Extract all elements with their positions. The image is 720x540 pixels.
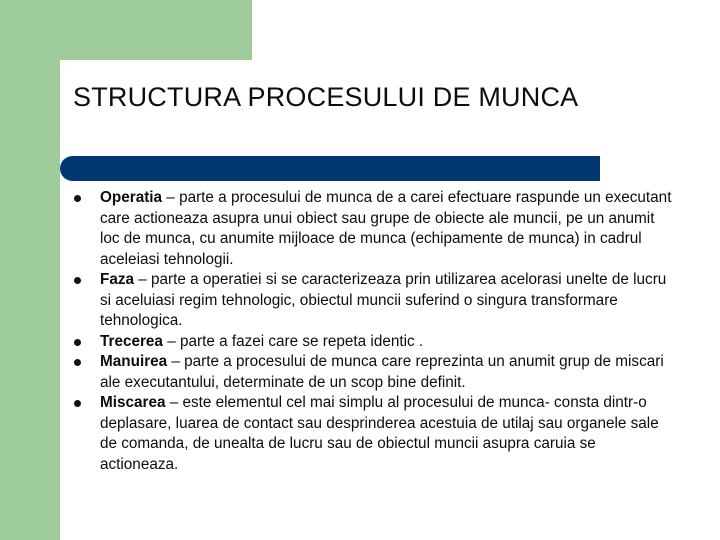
bullet-trecerea [72,332,672,353]
bullet-miscarea [72,393,672,475]
bullet-term: Operatia [100,189,163,206]
bullet-operatia [72,188,672,270]
bullet-term: Miscarea [100,394,166,411]
bullet-text: – este elementul cel mai simplu al procesului de munca- consta dintr-o deplasare, luarea de contact sau desprinderea acestuia de utilaj sau organele sale de comanda, de unealta de lucru sau de obiectul muncii asupra caruia se actioneaza. [100,394,659,473]
bullet-dot-icon [74,195,81,202]
green-side-band [0,0,60,540]
bullet-list [72,188,672,475]
green-top-band [0,0,252,60]
bullet-text: – parte a operatiei si se caracterizeaza prin utilizarea acelorasi unelte de lucru si aceluiasi regim tehnologic, obiectul muncii suferind o singura transformare tehnologica. [100,271,667,329]
bullet-dot-icon [74,277,81,284]
bullet-faza [72,270,672,332]
bullet-text: – parte a procesului de munca de a carei efectuare raspunde un executant care actioneaza asupra unui obiect sau grupe de obiecte ale muncii, pe un anumit loc de munca, cu anumite mijloace de munca (echipamente de munca) in cadrul aceleiasi tehnologii. [100,189,672,268]
bullet-dot-icon [74,400,81,407]
bullet-dot-icon [74,339,81,346]
bullet-text: – parte a procesului de munca care reprezinta un anumit grup de miscari ale executantului, determinate de un scop bine definit. [100,353,664,391]
bullet-dot-icon [74,359,81,366]
bullet-text: – parte a fazei care se repeta identic . [162,332,424,350]
slide-title: STRUCTURA PROCESULUI DE MUNCA [73,82,579,112]
bullet-manuirea [72,352,672,393]
title-underline-bar [60,156,600,181]
bullet-term: Faza [100,271,135,288]
bullet-term: Manuirea [100,353,168,370]
bullet-term: Trecerea [100,332,163,350]
